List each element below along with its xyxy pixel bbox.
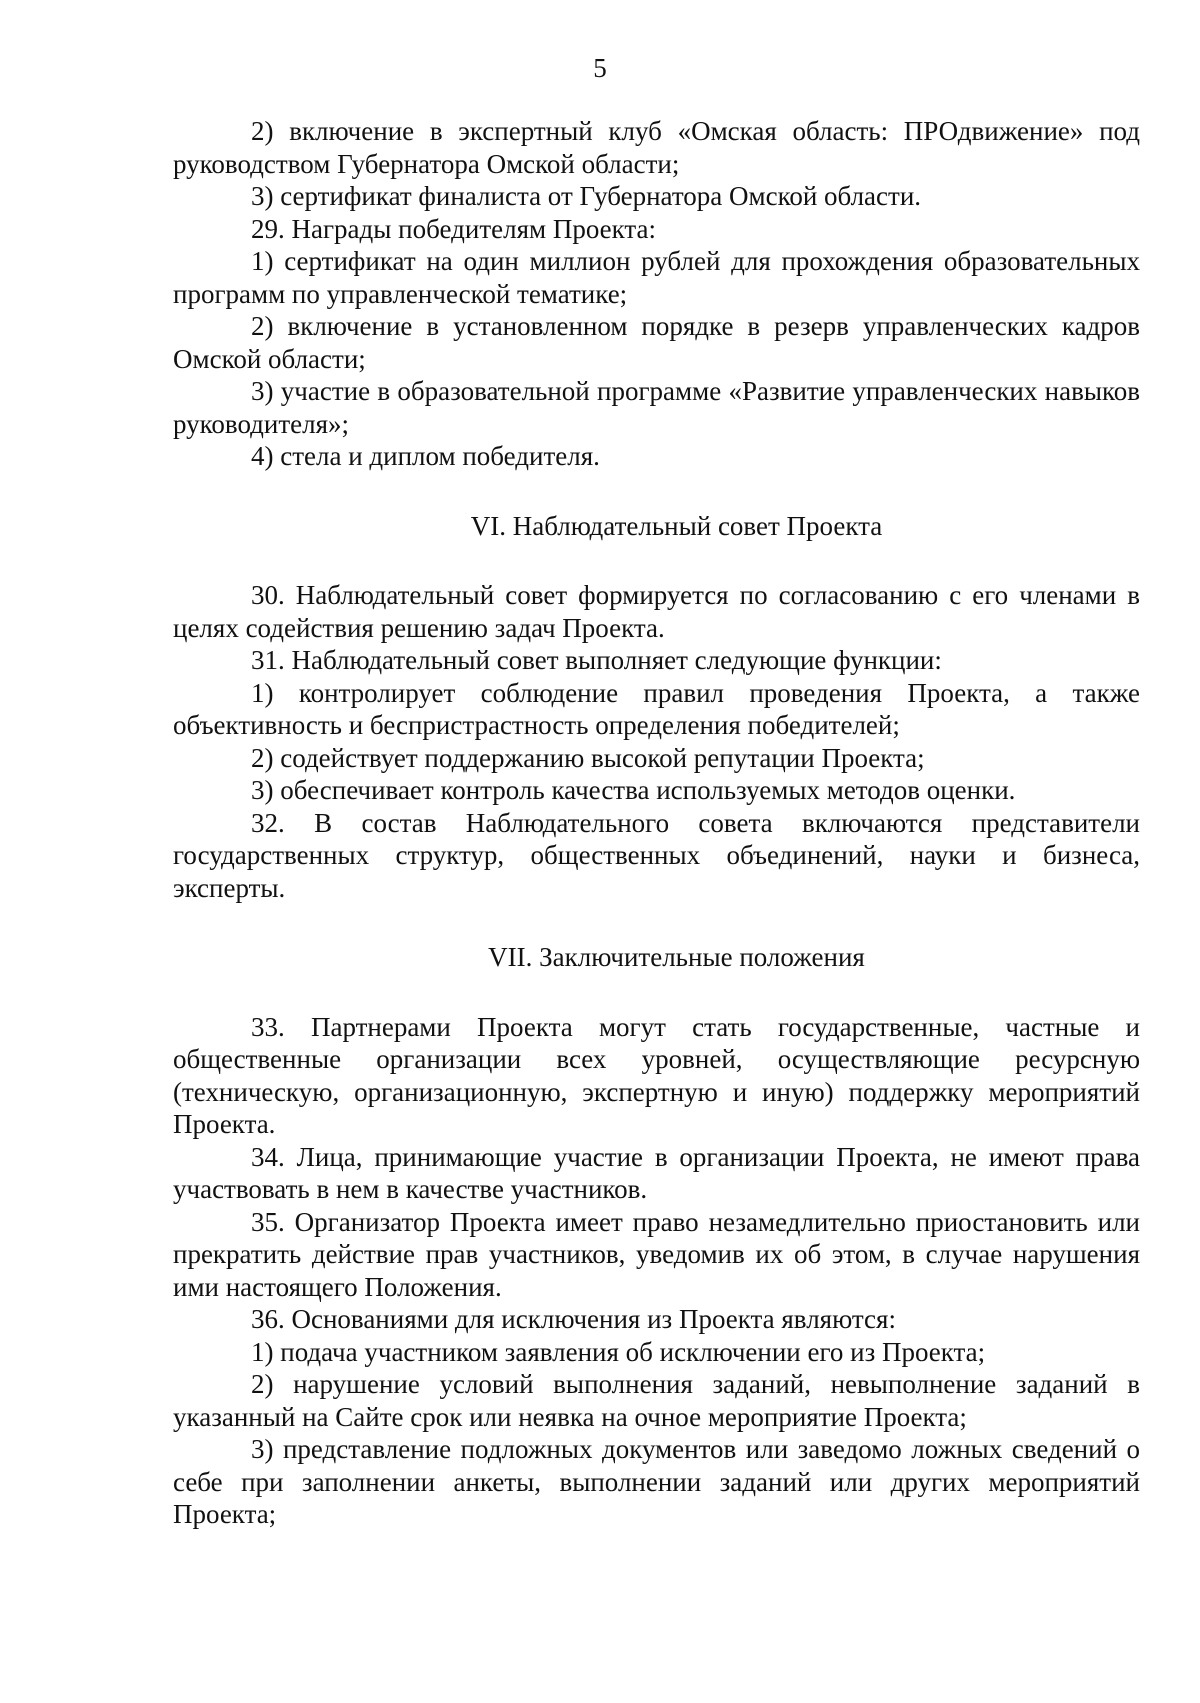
paragraph: 2) нарушение условий выполнения заданий, невыполнение заданий в указанный на Сайте срок или неявка на очное мероприятие Проекта; xyxy=(173,1369,1140,1432)
paragraph: 30. Наблюдательный совет формируется по согласованию с его членами в целях содействия решению задач Проекта. xyxy=(173,580,1140,643)
page-number: 5 xyxy=(593,53,607,83)
paragraph: 3) участие в образовательной программе «Развитие управленческих навыков руководителя»; xyxy=(173,376,1140,439)
paragraph: 1) контролирует соблюдение правил проведения Проекта, а также объективность и беспристрастность определения победителей; xyxy=(173,677,1140,740)
document-body xyxy=(173,115,1140,1531)
paragraph: 1) подача участником заявления об исключении его из Проекта; xyxy=(251,1336,986,1367)
paragraph: 34. Лица, принимающие участие в организации Проекта, не имеют права участвовать в нем в качестве участников. xyxy=(173,1141,1140,1204)
paragraph: 32. В состав Наблюдательного совета включаются представители государственных структур, общественных объединений, науки и бизнеса, эксперты. xyxy=(173,807,1140,903)
paragraph: 3) представление подложных документов или заведомо ложных сведений о себе при заполнении анкеты, выполнении заданий или других мероприятий Проекта; xyxy=(173,1434,1140,1529)
paragraph: 31. Наблюдательный совет выполняет следующие функции: xyxy=(251,645,942,675)
paragraph: 2) включение в установленном порядке в резерв управленческих кадров Омской области; xyxy=(173,311,1140,374)
paragraph: 3) обеспечивает контроль качества используемых методов оценки. xyxy=(251,775,1016,805)
section-heading-7: VII. Заключительные положения xyxy=(488,942,865,972)
paragraph: 2) включение в экспертный клуб «Омская область: ПРОдвижение» под руководством Губернатора Омской области; xyxy=(173,116,1140,179)
paragraph: 35. Организатор Проекта имеет право незамедлительно приостановить или прекратить действие прав участников, уведомив их об этом, в случае нарушения ими настоящего Положения. xyxy=(173,1206,1140,1302)
paragraph: 4) стела и диплом победителя. xyxy=(251,441,600,471)
paragraph: 36. Основаниями для исключения из Проекта являются: xyxy=(251,1304,896,1334)
paragraph: 3) сертификат финалиста от Губернатора Омской области. xyxy=(251,181,922,211)
paragraph: 2) содействует поддержанию высокой репутации Проекта; xyxy=(251,742,925,773)
paragraph: 1) сертификат на один миллион рублей для прохождения образовательных программ по управленческой тематике; xyxy=(173,246,1140,309)
paragraph: 29. Награды победителям Проекта: xyxy=(251,213,657,244)
paragraph: 33. Партнерами Проекта могут стать государственные, частные и общественные организации всех уровней, осуществляющие ресурсную (техническую, организационную, экспертную и иную) поддержку мероприятий Проекта. xyxy=(173,1011,1140,1139)
section-heading-6: VI. Наблюдательный совет Проекта xyxy=(470,510,883,541)
